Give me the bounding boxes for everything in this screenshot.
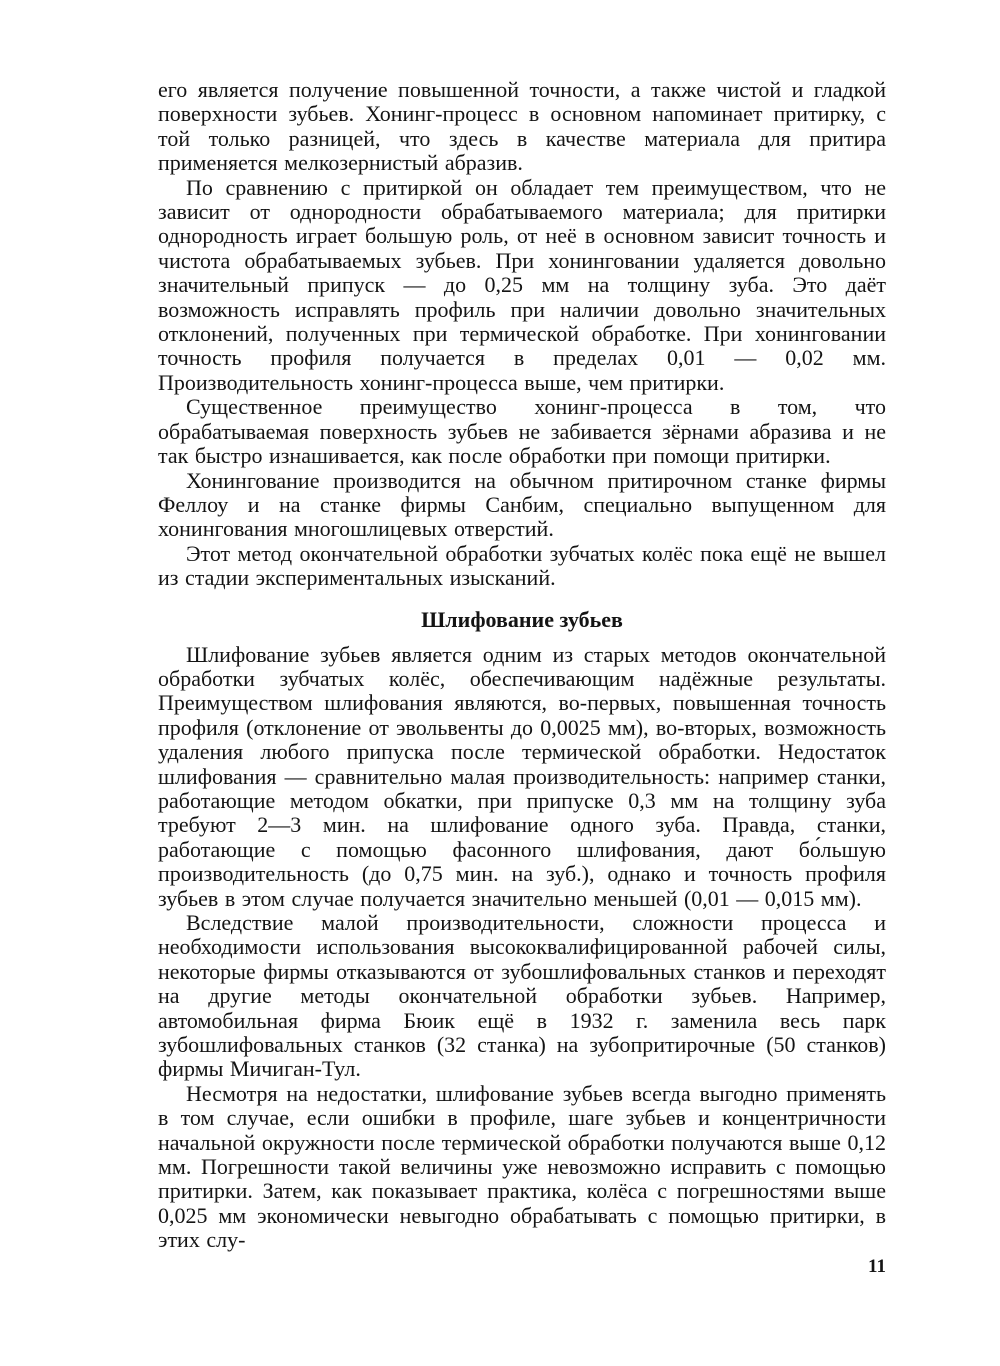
- paragraph: Несмотря на недостатки, шлифование зубьев всегда выгодно применять в том случае, если ошибки в профиле, шаге зубьев и концентричности начальной окружности после термической обработки получаются выше 0,12 мм. Погрешности такой величины уже невозможно исправить с помощью притирки. Затем, как показывает практика, колёса с погрешностями выше 0,025 мм экономически невыгодно обрабатывать с помощью притирки, в этих слу-: [158, 1080, 886, 1253]
- paragraph: По сравнению с притиркой он обладает тем преимуществом, что не зависит от однородности обрабатываемого материала; для притирки однородность играет большую роль, от неё в основном зависит точность и чистота обрабатываемых зубьев. При хонинговании удаляется довольно значительный припуск — до 0,25 мм на толщину зуба. Это даёт возможность исправлять профиль при наличии довольно значительных отклонений, полученных при термической обработке. При хонинговании точность профиля получается в пределах 0,01 — 0,02 мм. Производительность хонинг-процесса выше, чем притирки.: [158, 174, 886, 395]
- paragraph: его является получение повышенной точности, а также чистой и гладкой поверхности зубьев. Хонинг-процесс в основном напоминает притирку, с той только разницей, что здесь в качестве материала для притира применяется мелкозернистый абразив.: [158, 77, 886, 176]
- paragraph: Шлифование зубьев является одним из старых методов окончательной обработки зубчатых колёс, обеспечивающим надёжные результаты. Преимуществом шлифования являются, во-первых, повышенная точность профиля (отклонение от эвольвенты до 0,0025 мм), во-вторых, возможность удаления любого припуска после термической обработки. Недостаток шлифования — сравнительно малая производительность: например станки, работающие методом обкатки, при припуске 0,3 мм на толщину зуба требуют 2—3 мин. на шлифование одного зуба. Правда, станки, работающие с помощью фасонного шлифования, дают бо́льшую производительность (до 0,75 мин. на зуб.), однако и точность профиля зубьев в этом случае получается значительно меньшей (0,01 — 0,015 мм).: [158, 641, 886, 911]
- paragraph: Вследствие малой производительности, сложности процесса и необходимости использования высококвалифицированной рабочей силы, некоторые фирмы отказываются от зубошлифовальных станков и переходят на другие методы окончательной обработки зубьев. Например, автомобильная фирма Бюик ещё в 1932 г. заменила весь парк зубошлифовальных станков (32 станка) на зубопритирочные (50 станков) фирмы Мичиган-Тул.: [158, 910, 886, 1082]
- page-number: 11: [868, 1256, 886, 1277]
- section-heading: Шлифование зубьев: [421, 606, 623, 632]
- paragraph: Этот метод окончательной обработки зубчатых колёс пока ещё не вышел из стадии экспериментальных изысканий.: [158, 540, 886, 591]
- paragraph: Хонингование производится на обычном притирочном станке фирмы Феллоу и на станке фирмы Санбим, специально выпущенном для хонингования многошлицевых отверстий.: [158, 467, 886, 542]
- page-body: [158, 78, 886, 1253]
- paragraph: Существенное преимущество хонинг-процесса в том, что обрабатываемая поверхность зубьев не забивается зёрнами абразива и не так быстро изнашивается, как после обработки при помощи притирки.: [158, 394, 886, 469]
